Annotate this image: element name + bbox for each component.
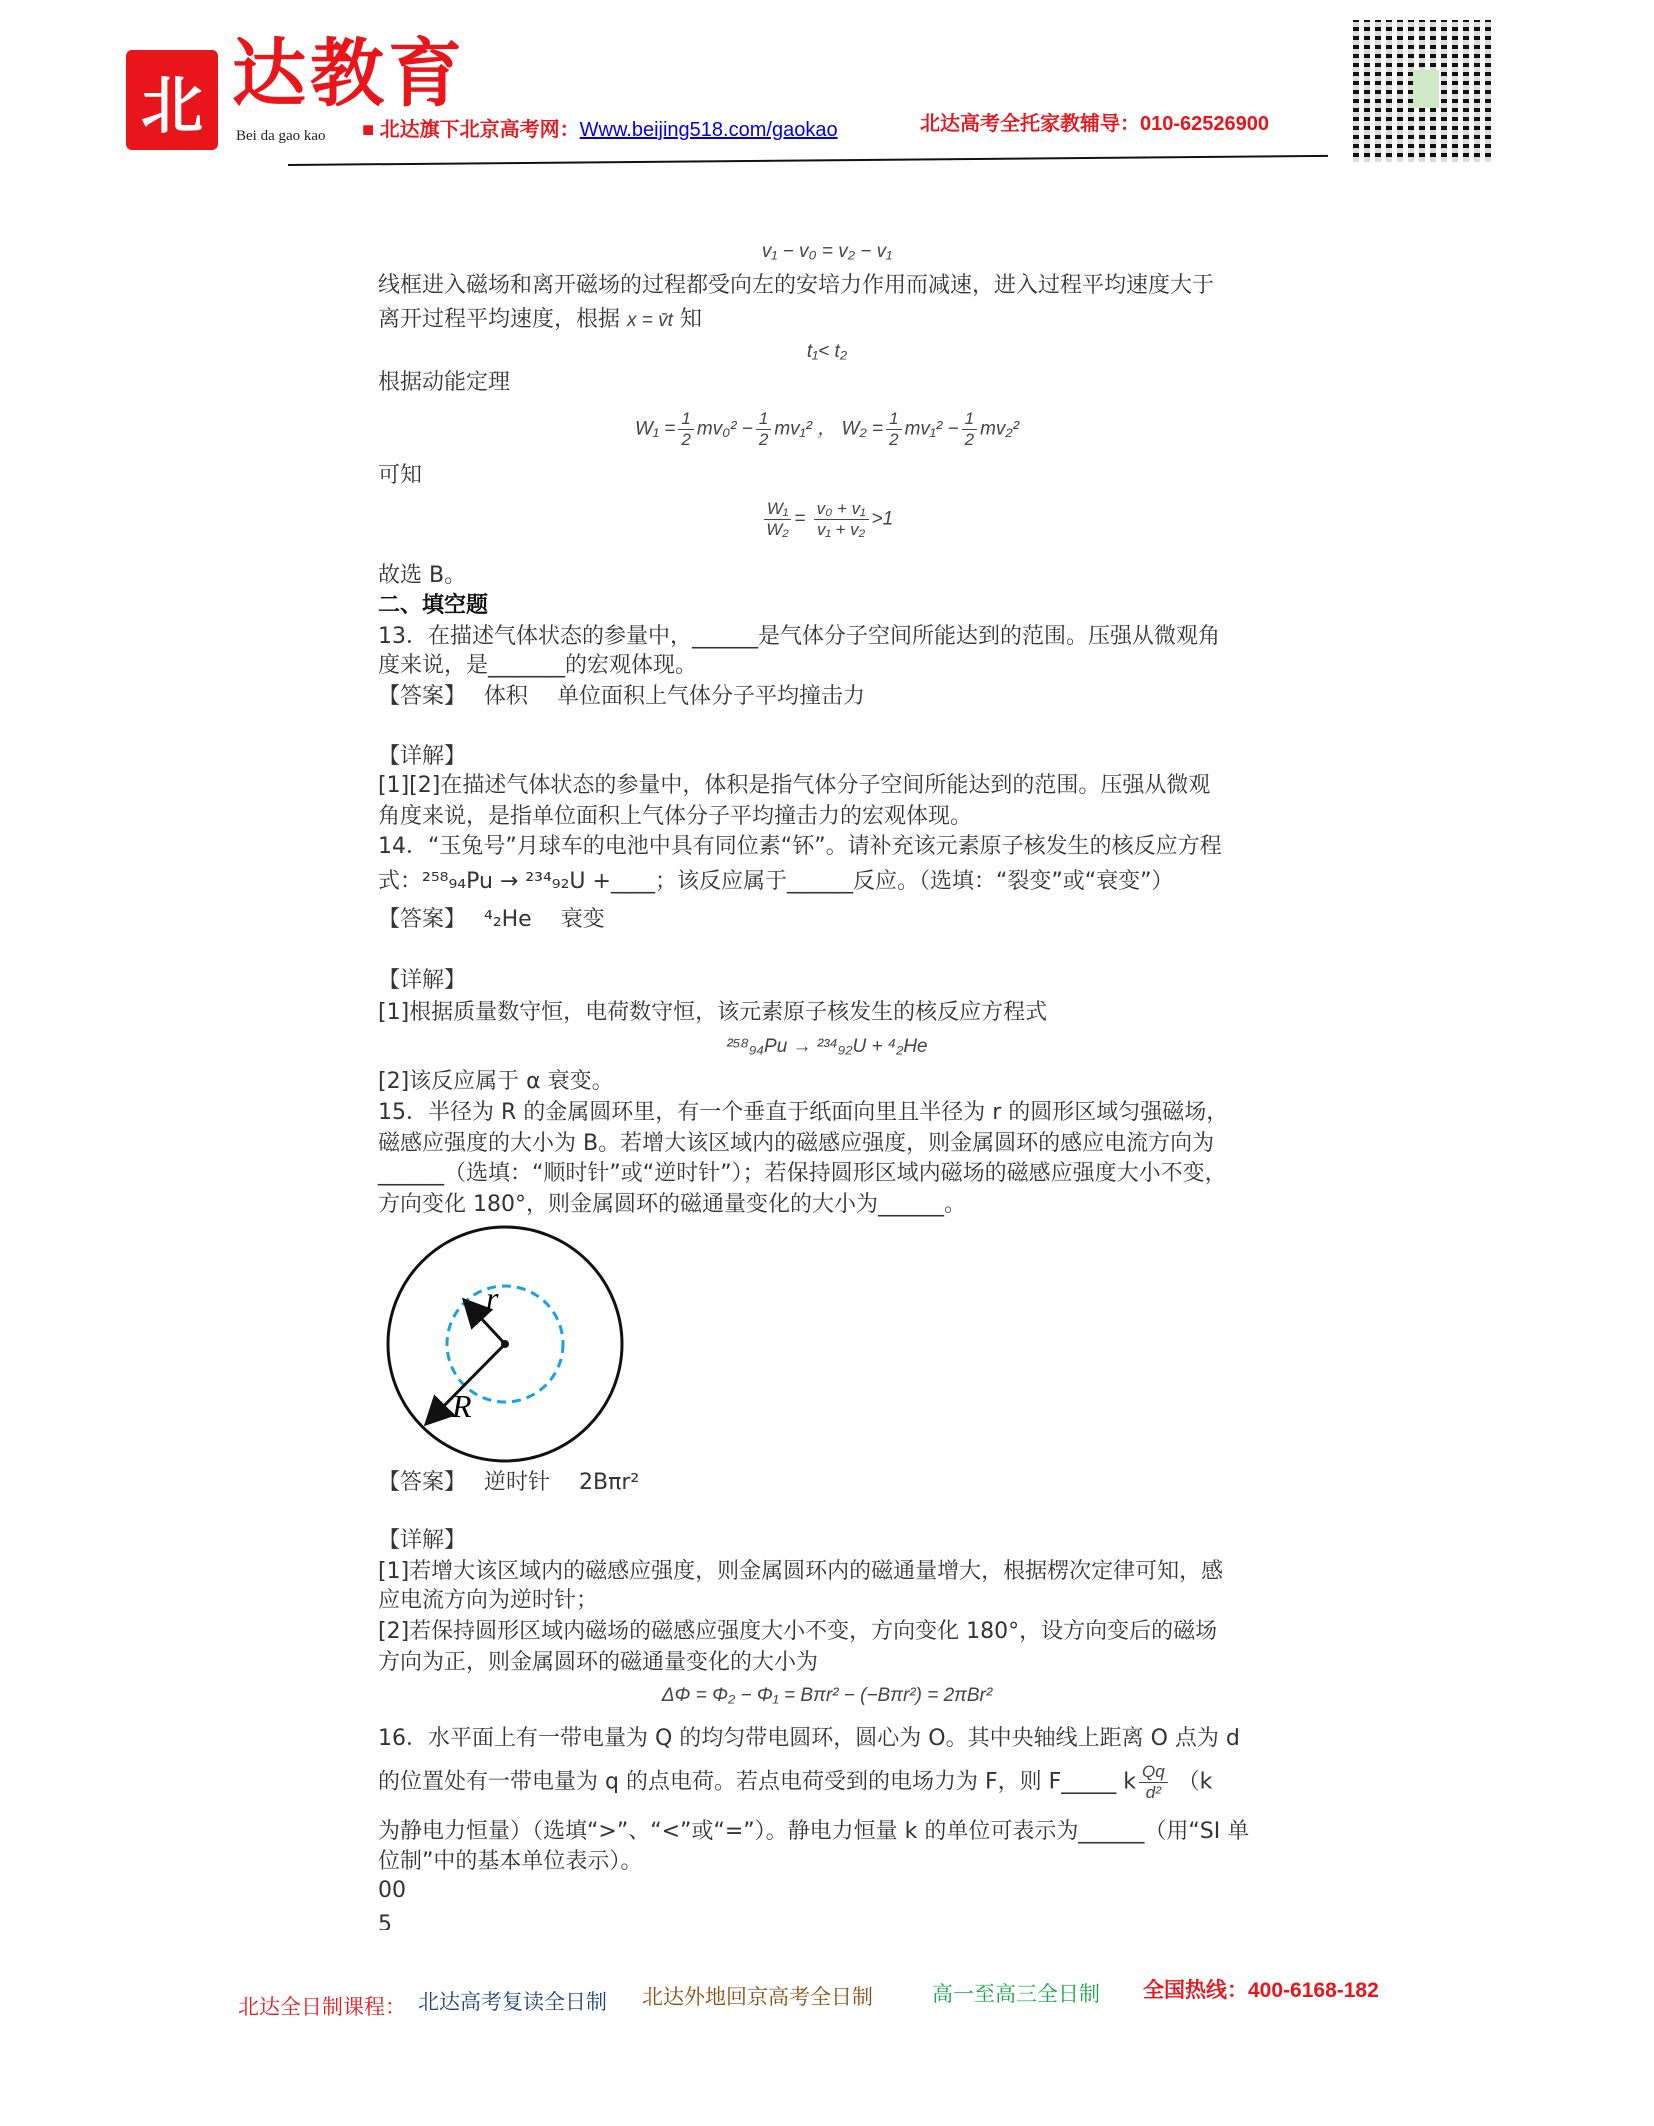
question-16: 为静电力恒量）（选填“>”、“<”或“=”）。静电力恒量 k 的单位可表示为______（用“SI 单 — [378, 1819, 1250, 1844]
question-14: 14．“玉兔号”月球车的电池中具有同位素“钚”。请补充该元素原子核发生的核反应方程 — [378, 834, 1222, 859]
question-13: 度来说，是_______的宏观体现。 — [378, 653, 698, 678]
explanation-heading: 【详解】 — [378, 1528, 467, 1553]
question-14: 式：²⁵⁸₉₄Pu → ²³⁴₉₂U +____；该反应属于______反应。（选填：“裂变”或“衰变”） — [378, 869, 1174, 894]
equation: ²⁵⁸₉₄Pu → ²³⁴₉₂U + ⁴₂He — [726, 1036, 928, 1057]
text: 离开过程平均速度，根据 — [378, 307, 621, 332]
text: 知 — [679, 307, 702, 332]
explanation: 应电流方向为逆时针； — [378, 1588, 599, 1613]
eq-part: mv₁² − — [904, 418, 959, 440]
question-15: ______（选填：“顺时针”或“逆时针”）；若保持圆形区域内磁场的磁感应强度大小不变， — [378, 1161, 1227, 1186]
footer-label: 北达全日制课程： — [238, 1996, 406, 2019]
answer-14: 【答案】 ⁴₂He 衰变 — [378, 907, 605, 932]
question-16: 位制”中的基本单位表示）。 — [378, 1849, 643, 1874]
explanation: [1]若增大该区域内的磁感应强度，则金属圆环内的磁通量增大，根据楞次定律可知，感 — [378, 1559, 1224, 1584]
section-heading: 二、填空题 — [378, 593, 489, 618]
equation: x = v̄t — [627, 310, 673, 331]
footer-course-1[interactable]: 北达高考复读全日制 — [418, 1991, 607, 2014]
equation: v₁ − v₀ = v₂ − v₁ — [761, 241, 893, 262]
site-link[interactable]: Www.beijing518.com/gaokao — [579, 119, 838, 141]
explanation: [1]根据质量数守恒，电荷数守恒，该元素原子核发生的核反应方程式 — [378, 1000, 1048, 1025]
footer-course-2[interactable]: 北达外地回京高考全日制 — [642, 1986, 873, 2009]
label-r: r — [486, 1280, 499, 1316]
paragraph: 可知 — [378, 463, 423, 488]
header-site: ■ 北达旗下北京高考网：Www.beijing518.com/gaokao — [362, 119, 838, 141]
explanation: [1][2]在描述气体状态的参量中，体积是指气体分子空间所能达到的范围。压强从微观 — [378, 773, 1211, 798]
fraction: $\frac{Qq}{\text{d²}}$ — [1139, 1762, 1168, 1803]
header-divider — [288, 155, 1328, 166]
explanation: 角度来说，是指单位面积上气体分子平均撞击力的宏观体现。 — [378, 804, 973, 829]
explanation: 方向为正，则金属圆环的磁通量变化的大小为 — [378, 1650, 819, 1675]
label-R: R — [452, 1388, 472, 1424]
eq-part: mv₀² − — [696, 418, 753, 440]
paragraph: 根据动能定理 — [378, 370, 511, 395]
equation — [0, 409, 1654, 450]
equation: $\frac{\text{W₁}}{\text{W₂}}$ = $\frac{\text{v₀ + v₁}}{\text{v₁ + v₂}}$ >1 — [0, 499, 1654, 540]
fraction: $\frac{\text{W₁}}{\text{W₂}}$ — [764, 499, 791, 540]
fraction: $\frac{1}{2}$ — [886, 409, 901, 450]
stray-text: 5 — [378, 1912, 392, 1930]
paragraph: 故选 B。 — [378, 563, 467, 588]
stray-text: 00 — [378, 1878, 406, 1903]
site-label: 北达旗下北京高考网： — [379, 119, 580, 141]
eq-part: mv₂² — [980, 418, 1019, 440]
footer-course-3[interactable]: 高一至高三全日制 — [932, 1983, 1100, 2006]
qr-logo-icon — [1413, 70, 1439, 108]
question-16: 16．水平面上有一带电量为 Q 的均匀带电圆环，圆心为 O。其中央轴线上距离 O 点为 d — [378, 1726, 1240, 1751]
fraction: $\frac{1}{2}$ — [962, 409, 977, 450]
explanation-heading: 【详解】 — [378, 744, 467, 769]
eq-part: mv₁² ， W₂ = — [774, 418, 884, 440]
footer-hotline: 全国热线：400-6168-182 — [1143, 1979, 1379, 2002]
question-16 — [378, 1762, 1212, 1803]
equation: ΔΦ = Φ₂ − Φ₁ = Bπr² − (−Bπr²) = 2πBr² — [661, 1685, 993, 1706]
question-15: 磁感应强度的大小为 B。若增大该区域内的磁感应强度，则金属圆环的感应电流方向为 — [378, 1131, 1215, 1156]
equation: t₁< t₂ — [806, 341, 848, 362]
text: 的位置处有一带电量为 q 的点电荷。若点电荷受到的电场力为 F，则 F_____ k — [378, 1769, 1136, 1795]
fraction: $\frac{1}{2}$ — [756, 409, 771, 450]
question-15: 15．半径为 R 的金属圆环里，有一个垂直于纸面向里且半径为 r 的圆形区域匀强磁场， — [378, 1100, 1229, 1125]
logo-subtitle: Bei da gao kao — [236, 128, 326, 144]
text: （k — [1177, 1769, 1213, 1795]
explanation-heading: 【详解】 — [378, 968, 467, 993]
question-13: 13．在描述气体状态的参量中，______是气体分子空间所能达到的范围。压强从微观角 — [378, 624, 1220, 649]
header-tutor: 北达高考全托家教辅导：010-62526900 — [920, 113, 1270, 135]
question-15: 方向变化 180°，则金属圆环的磁通量变化的大小为______。 — [378, 1192, 966, 1217]
logo-icon: 北 — [126, 50, 218, 150]
answer-15: 【答案】 逆时针 2Bπr² — [378, 1470, 640, 1495]
eq-part: W₁ = — [635, 418, 676, 440]
paragraph: 线框进入磁场和离开磁场的过程都受向左的安培力作用而减速，进入过程平均速度大于 — [378, 273, 1215, 298]
logo-text: 达教育 — [232, 31, 466, 117]
paragraph — [378, 307, 702, 334]
fraction: $\frac{\text{v₀ + v₁}}{\text{v₁ + v₂}}$ — [814, 499, 869, 540]
answer-13: 【答案】 体积 单位面积上气体分子平均撞击力 — [378, 684, 865, 709]
fraction: $\frac{1}{2}$ — [678, 409, 693, 450]
explanation: [2]若保持圆形区域内磁场的磁感应强度大小不变，方向变化 180°，设方向变后的磁场 — [378, 1619, 1218, 1644]
explanation: [2]该反应属于 α 衰变。 — [378, 1069, 614, 1094]
ring-field-diagram — [380, 1222, 640, 1466]
